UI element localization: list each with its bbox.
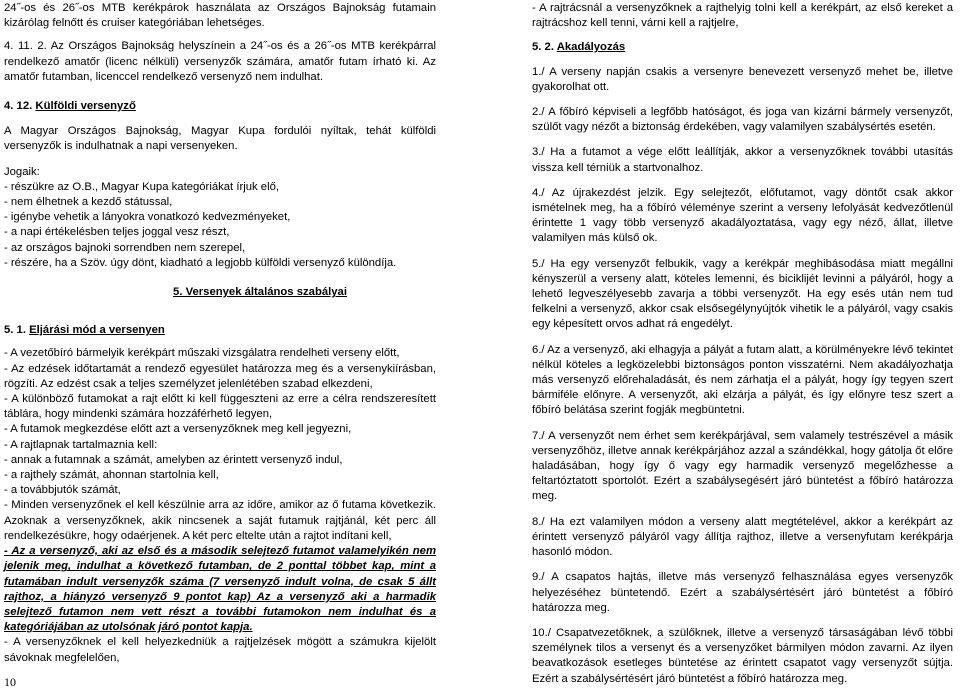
section-number: 4. 12.	[4, 100, 33, 113]
section-number: 5. 2.	[532, 41, 554, 54]
section-number: 5. 1.	[4, 324, 26, 337]
rule-paragraph: 5./ Ha egy versenyzőt felbukik, vagy a kerékpár meghibásodása miatt megállni kényszerül a verseny alatt, köteles lemenni, és biciklijét levinni a pályáról, hogy a lehető legveszélyesebb zavarja a többi versenyzőt. Ha egy esés után nem tud felkelni a versenyző, akkor csak elsősegélynyújtók vihetik le a pályáról, vagy csakis egy képesített orvos adhat rá engedélyt.	[532, 257, 953, 331]
list-item: - A vezetőbíró bármelyik kerékpárt műszaki vizsgálatra rendelheti verseny előtt,	[4, 347, 400, 360]
rule-paragraph: 1./ A verseny napján csakis a versenyre benevezett versenyző mehet be, illetve gyakorolhat ott.	[532, 65, 953, 93]
page-number: 10	[4, 675, 16, 689]
list-item: - Az edzések időtartamát a rendező egyesület határozza meg és a versenykiírásban, rögzíti. Az edzést csak a teljes személyzet jelenlétében szabad elkezdeni,	[4, 362, 436, 390]
list-item: - annak a futamnak a számát, amelyben az érintett versenyző indul,	[4, 453, 343, 466]
section-title: Külföldi versenyző	[35, 100, 136, 113]
section-5-1-heading	[4, 323, 436, 338]
section-title: 5. Versenyek általános szabályai	[173, 286, 347, 299]
rule-paragraph: 2./ A főbíró képviseli a legfőbb hatóságot, és joga van kizárni bármely versenyzőt, szülőt vagy nézőt a biztonság érdekében, vagy valamilyen szabálysértés esetén.	[532, 106, 953, 134]
section-4-11-2: 4. 11. 2. Az Országos Bajnokság helyszínein a 24˝-os és a 26˝-os MTB kerékpárral rendelkező amatőr (licenc nélküli) versenyzők számára, amatőr futam írható ki. Az amatőr futamban, licenccel rendelkező versenyző nem indulhat.	[4, 40, 436, 83]
list-item: - a napi értékelésben teljes joggal vesz részt,	[4, 226, 230, 239]
section-5-heading	[4, 285, 436, 300]
list-item: - Minden versenyzőnek el kell készülnie arra az időre, amikor az ő futama következik. Azoknak a versenyzőknek, akik nincsenek a saját futamuk rajtjánál, két perc áll rendelkezésükre, hogy odaérjenek. A két perc eltelte után a rajtot indítani kell,	[4, 499, 436, 542]
section-4-12-heading	[4, 99, 436, 114]
intro-paragraph: 24˝-os és 26˝-os MTB kerékpárok használata az Országos Bajnokság futamain kizárólag felnőtt és cruiser kategóriában lehetséges.	[4, 2, 436, 30]
rule-paragraph: 7./ A versenyzőt nem érhet sem kerékpárjával, sem valamely testrészével a másik versenyzőhöz, illetve annak kerékpárjához azzal a szándékkal, hogy gátolja őt előre haladásában, hogy így ő vagy egy harmadik versenyző megelőzhesse a feltartóztatott sportolót. Ezért a szabálysegésért járó büntetést a főbíró határozza meg.	[532, 429, 953, 503]
section-5-2-heading	[532, 40, 953, 55]
rule-paragraph: 10./ Csapatvezetőknek, a szülőknek, illetve a versenyző társaságában lévő többi személynek tilos a versenyt és a versenyzőket bármilyen módon zavarni. Az ilyen beavatkozások esetleges büntetése az érintett csapatot vagy versenyzőt sújtja. Ezért a szabálysértésért járó büntetést a főbíró határozza meg.	[532, 626, 953, 685]
list-item: - A versenyzőknek el kell helyezkedniük a rajtjelzések mögött a számukra kijelölt sávoknak megfelelően,	[4, 636, 436, 664]
rule-paragraph: 8./ Ha ezt valamilyen módon a verseny alatt megtételével, akkor a kerékpárt az érintett versenyző pályáról vagy állítja rajthoz, illetve a versenyfutam kerékpárja hasonló módon.	[532, 515, 953, 559]
list-item: - nem élhetnek a kezdő státussal,	[4, 196, 173, 209]
right-column	[532, 0, 953, 687]
rule-paragraph: 3./ Ha a futamot a vége előtt leállítják, akkor a versenyzőknek további utasítás vissza kell térniük a startvonalhoz.	[532, 146, 953, 174]
emphasized-rule: - Az a versenyző, aki az első és a második selejtező futamot valamelyikén nem jelenik meg, indulhat a következő futamban, de 2 ponttal többet kap, mint a futamában indult versenyzők száma (7 versenyző indult volna, de csak 5 állt rajthoz, a hiányzó versenyző 9 pontot kap) Az a versenyző aki a harmadik selejtező futamon nem vett részt a további futamokon nem indulhat és a kategóriájában az utolsónak járó pontot kapja.	[4, 545, 436, 634]
rights-list	[4, 180, 436, 271]
section-title: Akadályozás	[556, 41, 626, 54]
list-item: - az országos bajnoki sorrendben nem szerepel,	[4, 241, 246, 254]
list-item: - igénybe vehetik a lányokra vonatkozó kedvezményeket,	[4, 211, 291, 224]
list-item: - részére, ha a Szöv. úgy dönt, kiadható a legjobb külföldi versenyző különdíja.	[4, 256, 397, 269]
rule-paragraph: 4./ Az újrakezdést jelzik. Egy selejtezőt, előfutamot, vagy döntőt csak akkor ismételnek meg, ha a főbíró véleménye szerint a verseny lefolyását kedvezőtlenül érintette 1 vagy több versenyző akadályoztatása, vagy egy néző, állat, illetve valamilyen más külső ok.	[532, 186, 953, 245]
list-item: - A futamok megkezdése előtt azt a versenyzőknek meg kell jegyezni,	[4, 423, 352, 436]
left-column	[4, 0, 436, 666]
section-4-12-body: A Magyar Országos Bajnokság, Magyar Kupa fordulói nyíltak, tehát külföldi versenyzők is indulhatnak a napi versenyeken.	[4, 125, 436, 153]
list-item: - a továbbjutók számát,	[4, 484, 121, 497]
right-top-paragraph: - A rajtrácsnál a versenyzőknek a rajthelyig tolni kell a kerékpárt, az első kereket a rajtrácshoz kell tenni, várni kell a rajtjelre,	[532, 2, 953, 30]
list-item: - A rajtlapnak tartalmaznia kell:	[4, 438, 158, 451]
section-5-1-body	[4, 346, 436, 665]
list-item: - A különböző futamokat a rajt előtt ki kell függeszteni az erre a célra rendszeresített táblára, hogy mindenki számára hozzáférhető legyen,	[4, 393, 436, 421]
list-item: - részükre az O.B., Magyar Kupa kategóriákat írjuk elő,	[4, 180, 280, 193]
list-item: - a rajthely számát, ahonnan startolnia kell,	[4, 469, 219, 482]
rule-paragraph: 6./ Az a versenyző, aki elhagyja a pályát a futam alatt, a körülményekre lévő tekintet nélkül köteles a legközelebbi biztonságos ponton visszatérni. Nem akadályozhatja más versenyző előrehaladását, és nem zárhatja el a pályát, hogy így tegyen szert bármiféle előnyre. A versenyzőt, aki elzárja a pályát, és így előnyre tesz szert a főbíró belátása szerint fogják megbüntetni.	[532, 343, 953, 417]
rights-heading: Jogaik:	[4, 165, 40, 178]
rule-paragraph: 9./ A csapatos hajtás, illetve más versenyző felhasználása egyes versenyzők helyezéséhez büntetendő. Ezért a szabálysértésért járó büntetést a főbíró határozza meg.	[532, 571, 953, 614]
section-title: Eljárási mód a versenyen	[29, 324, 165, 337]
